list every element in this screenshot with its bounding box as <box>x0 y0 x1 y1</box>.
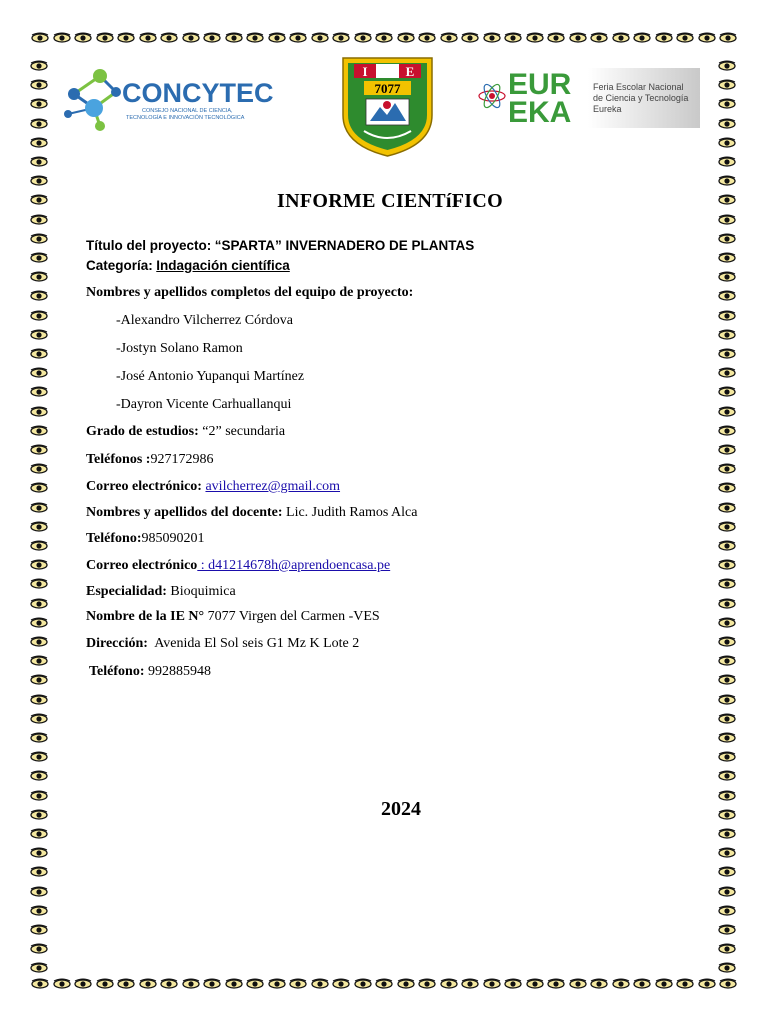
border-ornament <box>29 655 49 667</box>
border-ornament <box>396 978 416 990</box>
border-ornament <box>29 252 49 264</box>
border-ornament <box>717 732 737 744</box>
concytec-logo <box>60 64 292 134</box>
border-ornament <box>717 406 737 418</box>
border-ornament <box>331 978 351 990</box>
border-ornament <box>29 463 49 475</box>
border-ornament <box>717 502 737 514</box>
border-ornament <box>181 32 201 44</box>
border-ornament <box>138 32 158 44</box>
border-ornament <box>202 978 222 990</box>
border-ornament <box>374 32 394 44</box>
team-member: -Alexandro Vilcherrez Córdova <box>116 313 293 328</box>
border-ornament <box>29 598 49 610</box>
border-ornament <box>632 978 652 990</box>
school-line: Nombre de la IE N° 7077 Virgen del Carmen -VES <box>86 609 380 624</box>
border-ornament <box>568 978 588 990</box>
border-ornament <box>29 751 49 763</box>
border-ornament <box>718 32 738 44</box>
border-ornament <box>73 978 93 990</box>
border-ornament <box>568 32 588 44</box>
border-ornament <box>29 290 49 302</box>
border-ornament <box>30 978 50 990</box>
border-ornament <box>717 367 737 379</box>
border-ornament <box>159 32 179 44</box>
border-ornament <box>52 978 72 990</box>
border-ornament <box>717 886 737 898</box>
border-ornament <box>181 978 201 990</box>
concytec-name: CONCYTEC <box>122 78 274 108</box>
border-ornament <box>717 444 737 456</box>
border-ornament <box>95 32 115 44</box>
border-ornament <box>29 694 49 706</box>
border-ornament <box>29 847 49 859</box>
border-ornament <box>29 98 49 110</box>
border-ornament <box>29 137 49 149</box>
category-line: Categoría: Indagación científica <box>86 258 290 273</box>
border-ornament <box>717 559 737 571</box>
border-ornament <box>245 978 265 990</box>
border-ornament <box>717 386 737 398</box>
border-ornament <box>589 978 609 990</box>
border-ornament <box>29 578 49 590</box>
border-ornament <box>717 617 737 629</box>
border-left <box>28 46 50 976</box>
border-ornament <box>29 367 49 379</box>
border-ornament <box>717 175 737 187</box>
border-ornament <box>717 540 737 552</box>
border-ornament <box>202 32 222 44</box>
border-ornament <box>353 978 373 990</box>
border-ornament <box>611 32 631 44</box>
border-ornament <box>29 962 49 974</box>
border-ornament <box>717 137 737 149</box>
border-ornament <box>30 32 50 44</box>
border-ornament <box>396 32 416 44</box>
teacher-email-link[interactable]: : d41214678h@aprendoencasa.pe <box>197 558 391 573</box>
border-ornament <box>525 978 545 990</box>
border-ornament <box>717 271 737 283</box>
svg-text:TECNOLOGÍA E INNOVACIÓN TECNOL: TECNOLOGÍA E INNOVACIÓN TECNOLÓGICA <box>126 115 245 121</box>
border-ornament <box>29 310 49 322</box>
border-ornament <box>29 425 49 437</box>
border-ornament <box>460 32 480 44</box>
border-ornament <box>29 732 49 744</box>
phone-line: Teléfonos :927172986 <box>86 452 214 467</box>
svg-text:EKA: EKA <box>508 96 572 129</box>
border-ornament <box>310 32 330 44</box>
border-ornament <box>717 252 737 264</box>
teacher-email-line: Correo electrónico : d41214678h@aprendoencasa.pe <box>86 558 391 573</box>
border-ornament <box>29 924 49 936</box>
svg-text:I: I <box>362 64 368 79</box>
border-ornament <box>717 98 737 110</box>
border-ornament <box>245 32 265 44</box>
border-ornament <box>29 828 49 840</box>
border-ornament <box>29 482 49 494</box>
address-line: Dirección: Avenida El Sol seis G1 Mz K Lote 2 <box>86 636 360 651</box>
border-ornament <box>29 540 49 552</box>
border-ornament <box>116 978 136 990</box>
border-ornament <box>73 32 93 44</box>
border-ornament <box>717 924 737 936</box>
border-ornament <box>718 978 738 990</box>
border-ornament <box>29 886 49 898</box>
project-title-line: Título del proyecto: “SPARTA” INVERNADERO DE PLANTAS <box>86 238 475 253</box>
border-ornament <box>632 32 652 44</box>
border-ornament <box>717 521 737 533</box>
border-ornament <box>331 32 351 44</box>
border-ornament <box>224 32 244 44</box>
team-member: -José Antonio Yupanqui Martínez <box>116 369 305 384</box>
border-ornament <box>717 751 737 763</box>
border-ornament <box>717 482 737 494</box>
border-ornament <box>95 978 115 990</box>
border-ornament <box>717 770 737 782</box>
border-ornament <box>717 905 737 917</box>
border-ornament <box>29 79 49 91</box>
border-ornament <box>611 978 631 990</box>
border-ornament <box>654 32 674 44</box>
report-year: 2024 <box>381 798 421 820</box>
border-ornament <box>288 32 308 44</box>
shield-number: 7077 <box>374 81 401 96</box>
teacher-phone-line: Teléfono:985090201 <box>86 531 205 546</box>
border-ornament <box>717 60 737 72</box>
border-ornament <box>717 598 737 610</box>
border-right <box>716 46 738 976</box>
svg-text:Feria Escolar Nacional: Feria Escolar Nacional <box>593 82 684 92</box>
border-ornament <box>482 978 502 990</box>
border-ornament <box>717 118 737 130</box>
border-ornament <box>717 463 737 475</box>
molecule-icon <box>64 69 121 131</box>
category-value: Indagación científica <box>156 258 290 273</box>
border-ornament <box>697 978 717 990</box>
team-heading: Nombres y apellidos completos del equipo de proyecto: <box>86 285 414 300</box>
border-ornament <box>654 978 674 990</box>
border-ornament <box>29 175 49 187</box>
border-ornament <box>717 713 737 725</box>
border-ornament <box>717 636 737 648</box>
border-ornament <box>29 559 49 571</box>
border-ornament <box>29 521 49 533</box>
border-ornament <box>717 329 737 341</box>
border-ornament <box>460 978 480 990</box>
border-ornament <box>29 348 49 360</box>
border-ornament <box>29 502 49 514</box>
border-ornament <box>503 978 523 990</box>
border-ornament <box>29 674 49 686</box>
border-ornament <box>374 978 394 990</box>
border-ornament <box>717 233 737 245</box>
border-ornament <box>224 978 244 990</box>
border-ornament <box>29 636 49 648</box>
border-ornament <box>138 978 158 990</box>
border-ornament <box>546 978 566 990</box>
border-ornament <box>546 32 566 44</box>
border-ornament <box>417 32 437 44</box>
border-ornament <box>439 978 459 990</box>
border-ornament <box>717 828 737 840</box>
border-ornament <box>288 978 308 990</box>
student-email-link[interactable]: avilcherrez@gmail.com <box>205 479 341 494</box>
border-ornament <box>717 290 737 302</box>
border-ornament <box>717 694 737 706</box>
border-top <box>28 30 740 46</box>
border-ornament <box>29 444 49 456</box>
team-member: -Jostyn Solano Ramon <box>116 341 243 356</box>
border-ornament <box>717 348 737 360</box>
svg-text:Eureka: Eureka <box>593 104 622 114</box>
border-ornament <box>310 978 330 990</box>
atom-icon <box>479 82 505 110</box>
border-ornament <box>525 32 545 44</box>
border-ornament <box>717 866 737 878</box>
border-ornament <box>503 32 523 44</box>
border-ornament <box>29 943 49 955</box>
border-ornament <box>29 713 49 725</box>
school-phone-line: Teléfono: 992885948 <box>89 664 211 679</box>
border-ornament <box>353 32 373 44</box>
border-ornament <box>29 214 49 226</box>
border-ornament <box>482 32 502 44</box>
border-ornament <box>267 32 287 44</box>
border-ornament <box>717 156 737 168</box>
border-ornament <box>29 770 49 782</box>
border-ornament <box>675 978 695 990</box>
border-ornament <box>29 60 49 72</box>
border-ornament <box>159 978 179 990</box>
eureka-logo <box>476 66 702 130</box>
border-ornament <box>29 905 49 917</box>
border-ornament <box>29 271 49 283</box>
specialty-line: Especialidad: Bioquimica <box>86 584 236 599</box>
border-ornament <box>29 118 49 130</box>
svg-text:de Ciencia y Tecnología: de Ciencia y Tecnología <box>593 93 689 103</box>
border-ornament <box>717 79 737 91</box>
page-title: INFORME CIENTíFICO <box>277 190 503 212</box>
email-line: Correo electrónico: avilcherrez@gmail.com <box>86 479 341 494</box>
team-member: -Dayron Vicente Carhuallanqui <box>116 397 292 412</box>
border-bottom <box>28 976 740 992</box>
border-ornament <box>717 847 737 859</box>
border-ornament <box>116 32 136 44</box>
border-ornament <box>29 156 49 168</box>
border-ornament <box>717 655 737 667</box>
border-ornament <box>717 674 737 686</box>
border-ornament <box>417 978 437 990</box>
svg-text:E: E <box>405 64 415 79</box>
border-ornament <box>29 406 49 418</box>
project-title-value: “SPARTA” INVERNADERO DE PLANTAS <box>214 238 475 253</box>
svg-text:CONSEJO NACIONAL DE CIENCIA,: CONSEJO NACIONAL DE CIENCIA, <box>142 108 233 114</box>
border-ornament <box>29 617 49 629</box>
border-ornament <box>717 578 737 590</box>
border-ornament <box>697 32 717 44</box>
border-ornament <box>717 962 737 974</box>
border-ornament <box>589 32 609 44</box>
border-ornament <box>52 32 72 44</box>
border-ornament <box>717 310 737 322</box>
border-ornament <box>675 32 695 44</box>
border-ornament <box>717 943 737 955</box>
border-ornament <box>717 214 737 226</box>
border-ornament <box>29 866 49 878</box>
border-ornament <box>717 425 737 437</box>
border-ornament <box>29 386 49 398</box>
border-ornament <box>29 233 49 245</box>
border-ornament <box>439 32 459 44</box>
school-shield-logo <box>340 55 435 159</box>
border-ornament <box>29 329 49 341</box>
grade-line: Grado de estudios: “2” secundaria <box>86 424 286 439</box>
border-ornament <box>267 978 287 990</box>
teacher-line: Nombres y apellidos del docente: Lic. Judith Ramos Alca <box>86 505 418 520</box>
svg-text:EUR: EUR <box>508 68 572 101</box>
